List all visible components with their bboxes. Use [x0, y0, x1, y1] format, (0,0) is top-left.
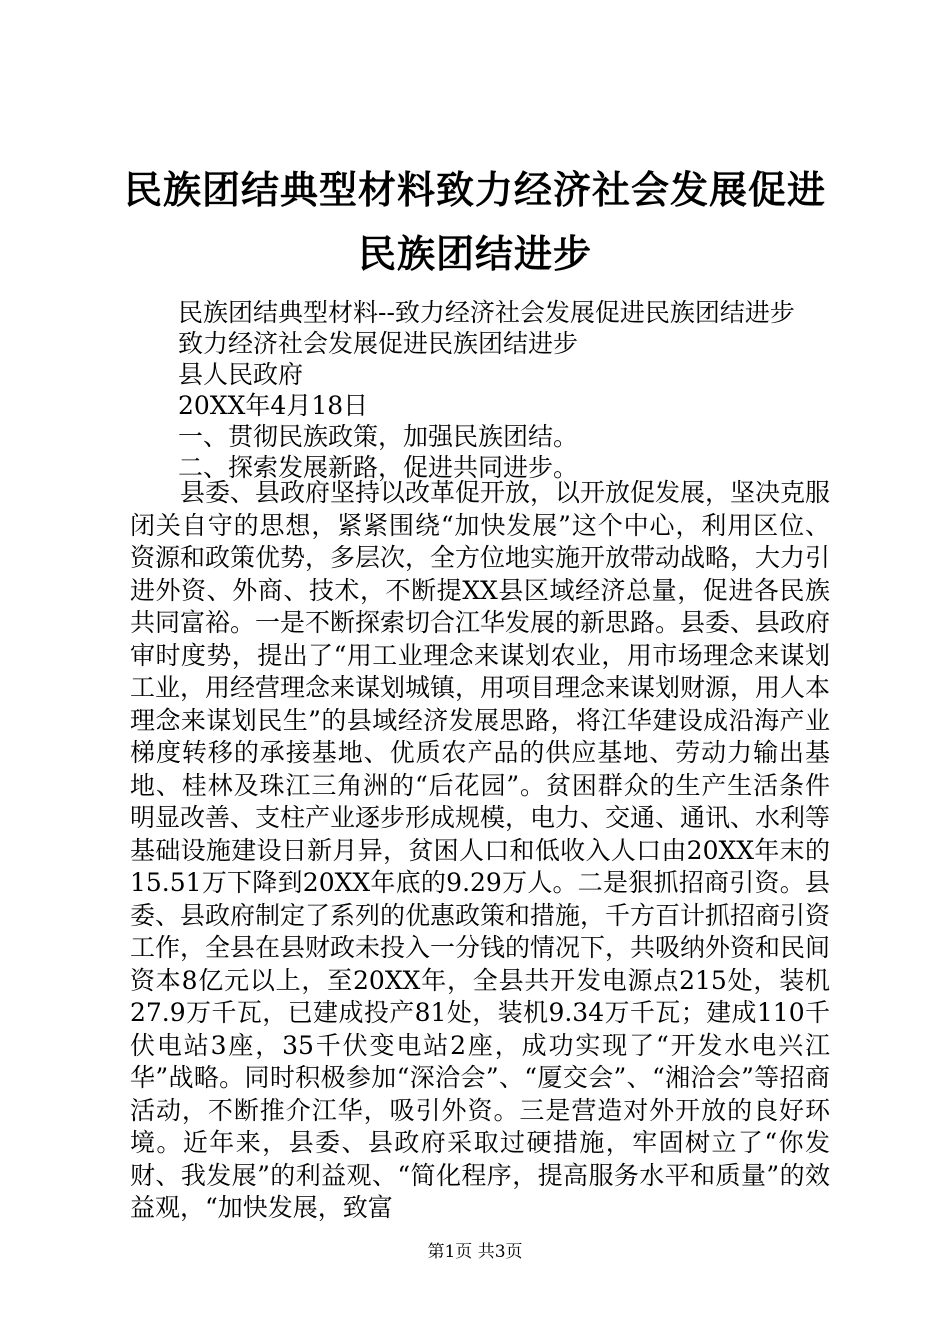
document-title: 民族团结典型材料致力经济社会发展促进民族团结进步 [123, 167, 826, 276]
subtitle-line: 民族团结典型材料--致力经济社会发展促进民族团结进步 [178, 298, 795, 327]
section-heading-1: 一、贯彻民族政策，加强民族团结。 [178, 422, 579, 451]
section-heading-2: 二、探索发展新路，促进共同进步。 [178, 453, 579, 482]
subtitle-line-2: 致力经济社会发展促进民族团结进步 [178, 329, 579, 358]
page-footer: 第1页 共3页 [427, 1242, 523, 1262]
body-paragraph: 县委、县政府坚持以改革促开放，以开放促发展，坚决克服闭关自守的思想，紧紧围绕“加快发展”这个中心，利用区位、资源和政策优势，多层次，全方位地实施开放带动战略，大力引进外资、外商、技术，不断提XX县区域经济总量，促进各民族共同富裕。一是不断探索切合江华发展的新思路。县委、县政府审时度势，提出了“用工业理念来谋划农业，用市场理念来谋划工业，用经营理念来谋划城镇，用项目理念来谋划财源，用人本理念来谋划民生”的县域经济发展思路，将江华建设成沿海产业梯度转移的承接基地、优质农产品的供应基地、劳动力输出基地、桂林及珠江三角洲的“后花园”。贫困群众的生产生活条件明显改善、支柱产业逐步形成规模，电力、交通、通讯、水利等基础设施建设日新月异，贫困人口和低收入人口由20XX年末的15.51万下降到20XX年底的9.29万人。二是狠抓招商引资。县委、县政府制定了系列的优惠政策和措施，千方百计抓招商引资工作，全县在县财政未投入一分钱的情况下，共吸纳外资和民间资本8亿元以上，至20XX年，全县共开发电源点215处，装机27.9万千瓦，已建成投产81处，装机9.34万千瓦；建成110千伏电站3座，35千伏变电站2座，成功实现了“开发水电兴江华”战略。同时积极参加“深洽会”、“厦交会”、“湘洽会”等招商活动，不断推介江华，吸引外资。三是营造对外开放的良好环境。近年来，县委、县政府采取过硬措施，牢固树立了“你发财、我发展”的利益观、“简化程序，提高服务水平和质量”的效益观，“加快发展，致富 [130, 478, 831, 1222]
date-line: 20XX年4月18日 [178, 391, 369, 420]
author-line: 县人民政府 [178, 360, 304, 389]
